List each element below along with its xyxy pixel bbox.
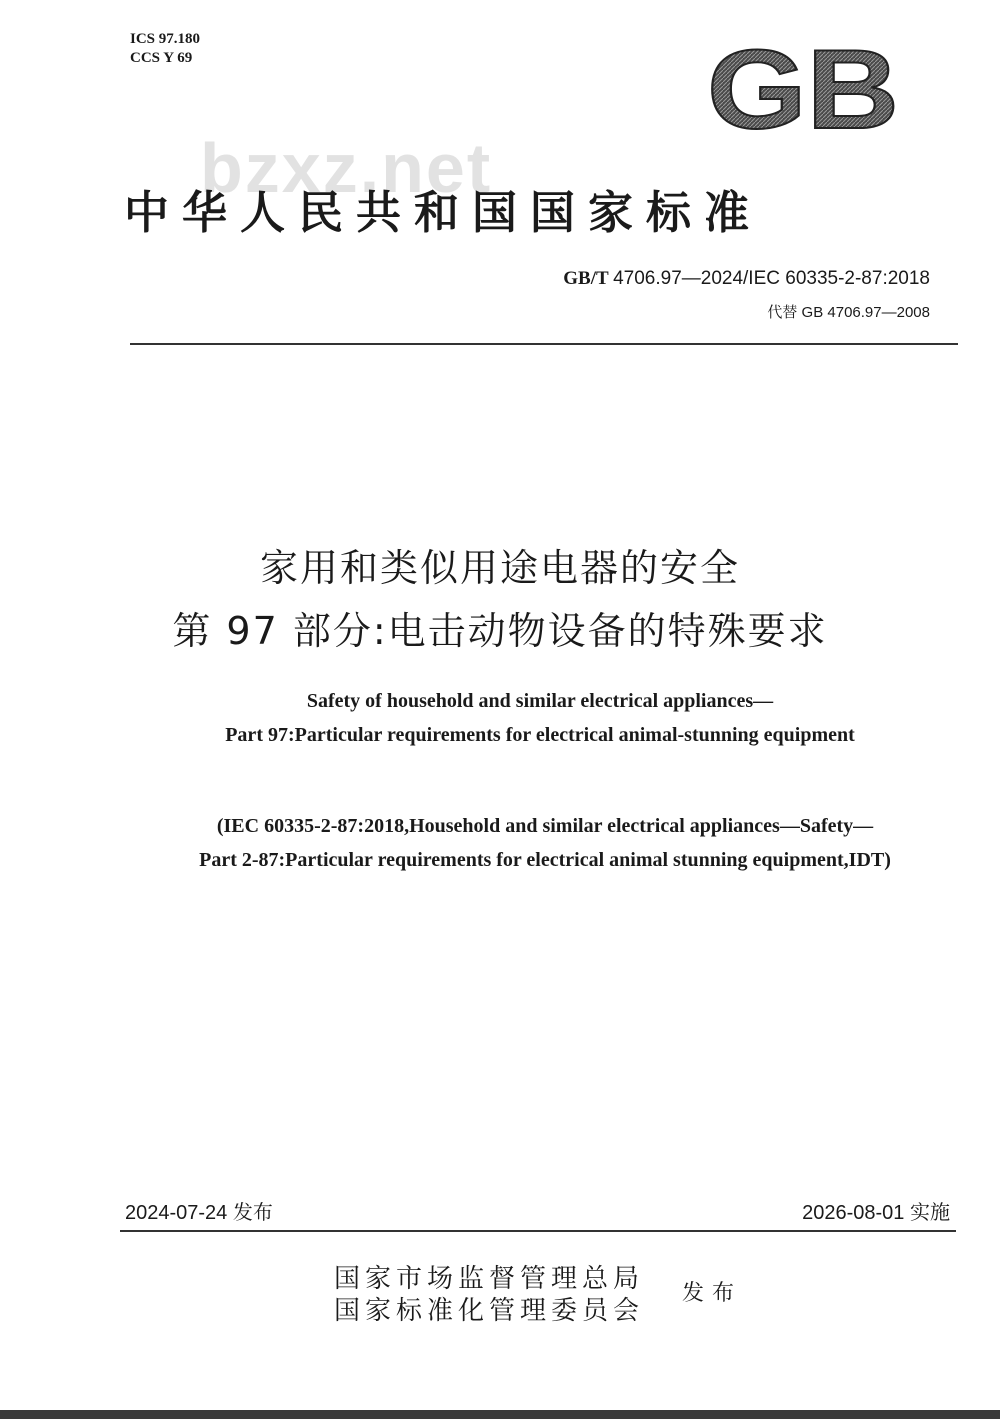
standard-number-prefix: GB/T <box>563 268 609 289</box>
gb-logo-icon <box>703 38 903 138</box>
national-standard-heading: 中华人民共和国国家标准 <box>124 186 763 239</box>
header-divider <box>130 343 958 345</box>
issuer-line1: 国家市场监督管理总局 <box>334 1264 645 1294</box>
footer-divider <box>120 1230 956 1232</box>
title-en-line2: Part 97:Particular requirements for electrical animal-stunning equipment <box>225 724 855 746</box>
issue-label: 发布 <box>682 1281 743 1306</box>
ics-code: ICS 97.180 <box>130 31 201 47</box>
classification-codes <box>130 30 200 68</box>
standard-number <box>563 268 930 290</box>
ccs-code: CCS Y 69 <box>130 50 193 66</box>
replaces-note: 代替 GB 4706.97—2008 <box>767 304 930 321</box>
iec-reference-line2: Part 2-87:Particular requirements for electrical animal stunning equipment,IDT) <box>199 849 891 871</box>
iec-reference-line1: (IEC 60335-2-87:2018,Household and similar electrical appliances—Safety— <box>216 815 874 837</box>
implement-date: 2026-08-01 实施 <box>802 1202 950 1224</box>
gb-logo-text: GB <box>707 38 899 138</box>
watermark-text: bzxz.net <box>200 129 493 207</box>
publish-date: 2024-07-24 发布 <box>125 1202 273 1224</box>
issuer-line2: 国家标准化管理委员会 <box>334 1296 645 1326</box>
title-cn-line1: 家用和类似用途电器的安全 <box>259 546 740 590</box>
title-cn-line2: 第 97 部分:电击动物设备的特殊要求 <box>172 609 828 653</box>
title-en-line1: Safety of household and similar electrical appliances— <box>306 690 774 712</box>
scan-edge <box>0 1410 1000 1419</box>
standard-number-body: 4706.97—2024/IEC 60335-2-87:2018 <box>613 268 930 289</box>
